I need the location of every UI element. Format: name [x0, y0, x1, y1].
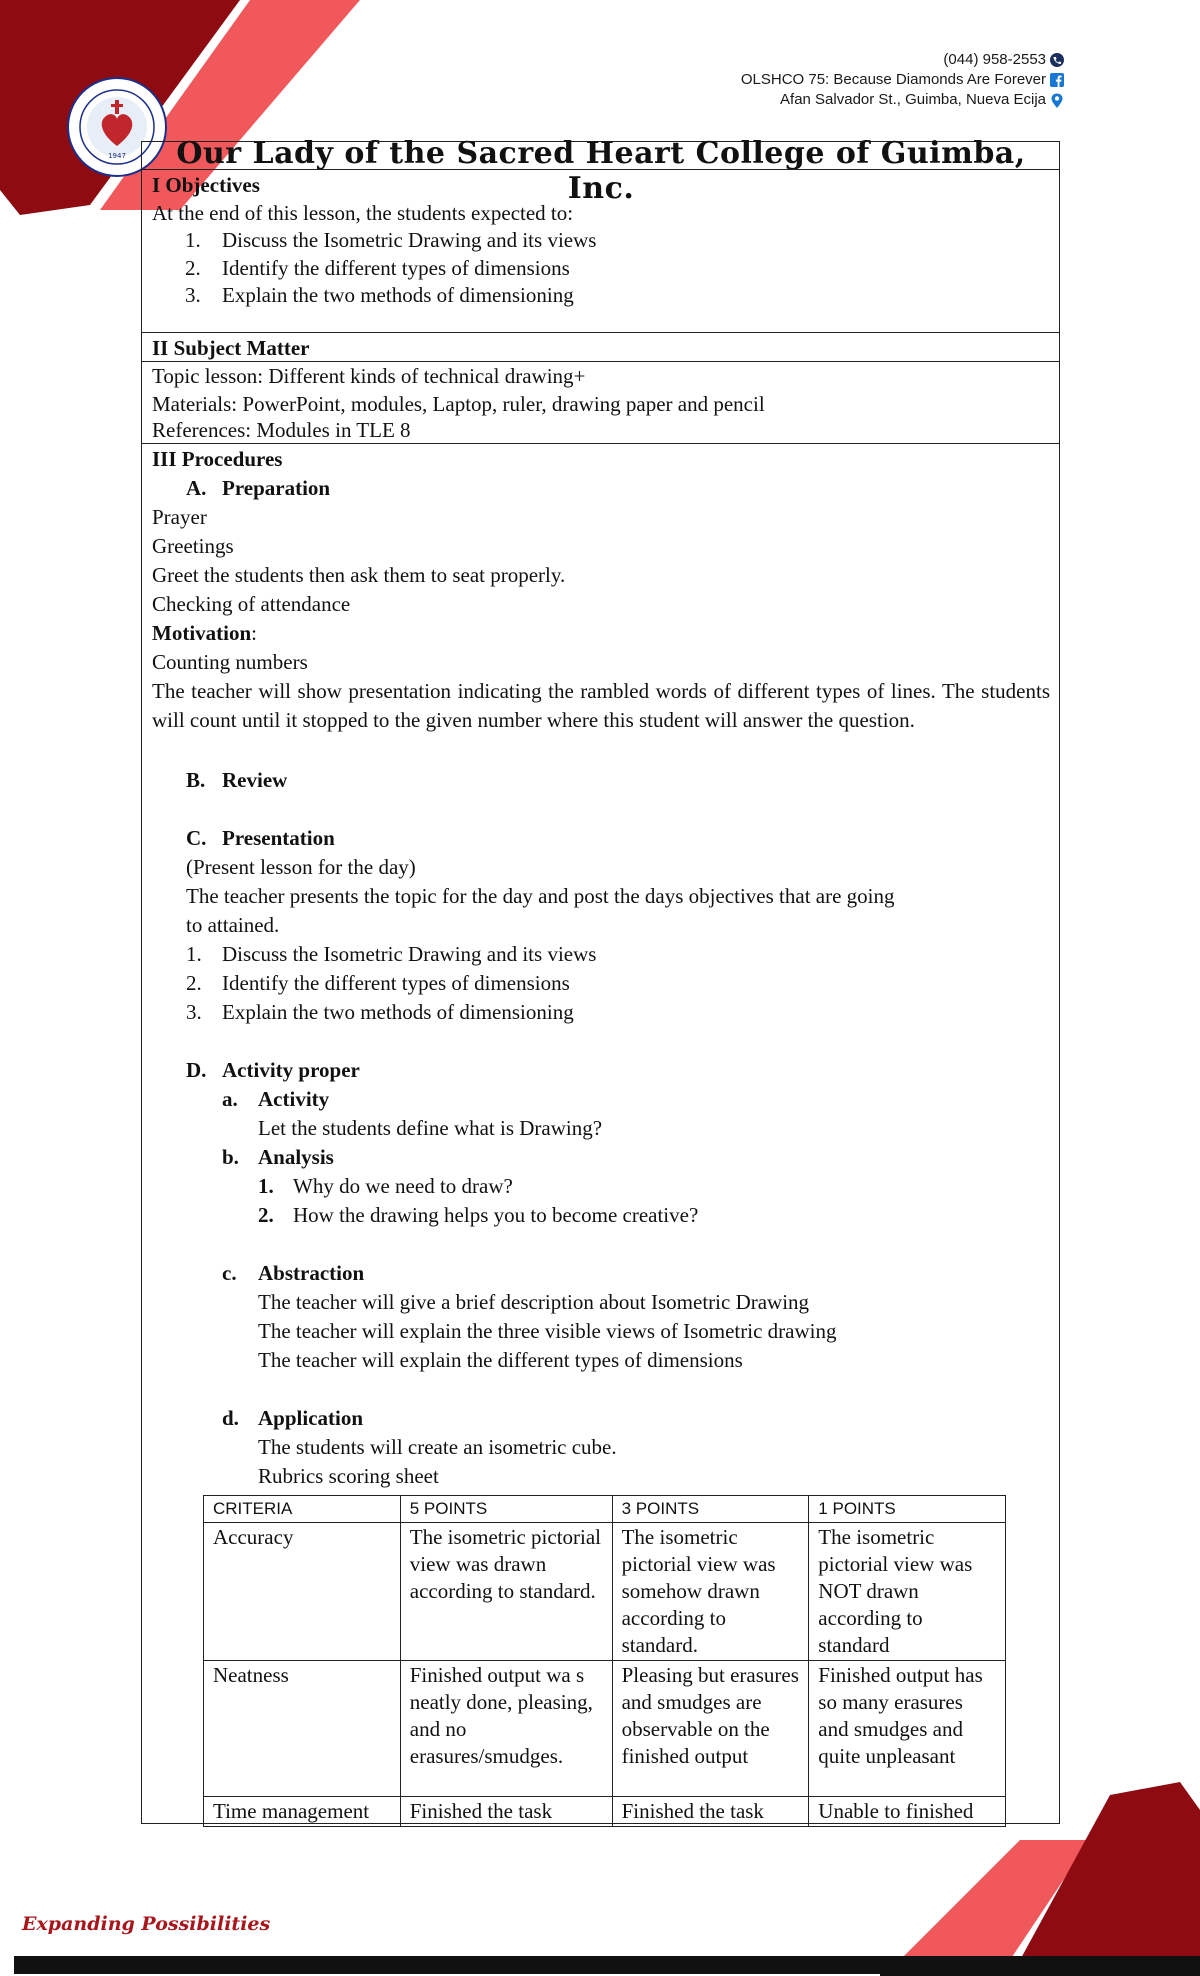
- review-letter: B.: [186, 768, 206, 792]
- objective-item-3-num: 3.: [185, 283, 201, 307]
- rubric-cell: Finished output has so many erasures and smudges and quite unpleasant: [809, 1661, 1006, 1797]
- rubric-cell: Time management: [204, 1797, 401, 1827]
- rubric-cell: Finished the task: [400, 1797, 612, 1827]
- phone-text: (044) 958-2553: [943, 51, 1046, 68]
- subject-matter-heading: II Subject Matter: [152, 336, 310, 360]
- rubric-cell: Neatness: [204, 1661, 401, 1797]
- presentation-sub: (Present lesson for the day): [186, 855, 416, 879]
- presentation-item-1: Discuss the Isometric Drawing and its views: [222, 942, 597, 966]
- activity-text: Let the students define what is Drawing?: [258, 1116, 603, 1140]
- activity-proper-heading: Activity proper: [222, 1058, 360, 1082]
- application-letter: d.: [222, 1406, 239, 1430]
- activity-letter: a.: [222, 1087, 238, 1111]
- rubric-header-row: [204, 1496, 1006, 1523]
- prep-greetings: Greetings: [152, 534, 234, 558]
- abstraction-letter: c.: [222, 1261, 237, 1285]
- facebook-icon: [1050, 73, 1064, 87]
- application-line-2: Rubrics scoring sheet: [258, 1464, 439, 1488]
- presentation-item-2: Identify the different types of dimensions: [222, 971, 570, 995]
- presentation-line-2: to attained.: [186, 913, 280, 937]
- rubric-row-time-management: [204, 1797, 1006, 1827]
- preparation-heading: Preparation: [222, 476, 331, 500]
- phone-icon: [1050, 53, 1064, 67]
- analysis-item-1: Why do we need to draw?: [293, 1174, 513, 1198]
- presentation-letter: C.: [186, 826, 207, 850]
- college-name-heading: Our Lady of the Sacred Heart College of Guimba, Inc.: [176, 136, 1026, 206]
- facebook-row: [741, 70, 1064, 90]
- motivation-paragraph: The teacher will show presentation indicating the rambled words of different types of lines. The students will count until it stopped to the given number where this student will answer the question.: [152, 679, 1050, 732]
- footer-bar: [14, 1956, 894, 1974]
- motivation-heading: [152, 619, 257, 648]
- objectives-intro: At the end of this lesson, the students expected to:: [152, 201, 574, 225]
- presentation-item-3-num: 3.: [186, 1000, 202, 1024]
- analysis-item-2: How the drawing helps you to become creative?: [293, 1203, 699, 1227]
- rubric-header-criteria: CRITERIA: [204, 1496, 401, 1523]
- abstraction-heading: Abstraction: [258, 1261, 365, 1285]
- abstraction-line-1: The teacher will give a brief description about Isometric Drawing: [258, 1290, 810, 1314]
- prep-greet-students: Greet the students then ask them to seat properly.: [152, 563, 566, 587]
- rubric-cell: Pleasing but erasures and smudges are observable on the finished output: [612, 1661, 809, 1797]
- objective-item-2-num: 2.: [185, 256, 201, 280]
- rubric-header-5: 5 POINTS: [400, 1496, 612, 1523]
- objective-item-1-num: 1.: [185, 228, 201, 252]
- motivation-label: Motivation: [152, 621, 252, 645]
- logo-year-text: 1947: [108, 152, 126, 160]
- review-heading: Review: [222, 768, 288, 792]
- objective-item-1: Discuss the Isometric Drawing and its views: [222, 228, 597, 252]
- activity-proper-letter: D.: [186, 1058, 207, 1082]
- preparation-letter: A.: [186, 476, 207, 500]
- motivation-counting: Counting numbers: [152, 650, 308, 674]
- motivation-colon: :: [251, 621, 257, 645]
- analysis-item-2-num: 2.: [258, 1203, 274, 1227]
- contact-info: [741, 50, 1064, 110]
- phone-row: [741, 50, 1064, 70]
- rubric-cell: Finished the task: [612, 1797, 809, 1827]
- materials: Materials: PowerPoint, modules, Laptop, ruler, drawing paper and pencil: [152, 392, 765, 416]
- rubric-cell: Unable to finished: [809, 1797, 1006, 1827]
- rubric-header-1: 1 POINTS: [809, 1496, 1006, 1523]
- activity-heading: Activity: [258, 1087, 330, 1111]
- facebook-text: OLSHCO 75: Because Diamonds Are Forever: [740, 71, 1046, 88]
- rubric-row-neatness: [204, 1661, 1006, 1797]
- rubric-header-3: 3 POINTS: [612, 1496, 809, 1523]
- presentation-item-2-num: 2.: [186, 971, 202, 995]
- application-line-1: The students will create an isometric cube.: [258, 1435, 617, 1459]
- footer-tagline: Expanding Possibilities: [22, 1913, 271, 1935]
- address-text: Afan Salvador St., Guimba, Nueva Ecija: [780, 91, 1046, 108]
- rubric-cell: The isometric pictorial view was somehow drawn according to standard.: [612, 1523, 809, 1661]
- rubric-cell: Finished output wa s neatly done, pleasing, and no erasures/smudges.: [400, 1661, 612, 1797]
- address-row: [741, 90, 1064, 110]
- abstraction-line-2: The teacher will explain the three visible views of Isometric drawing: [258, 1319, 837, 1343]
- analysis-heading: Analysis: [258, 1145, 334, 1169]
- rubric-table: [203, 1495, 1006, 1827]
- analysis-letter: b.: [222, 1145, 239, 1169]
- abstraction-line-3: The teacher will explain the different types of dimensions: [258, 1348, 743, 1372]
- objective-item-3: Explain the two methods of dimensioning: [222, 283, 574, 307]
- analysis-item-1-num: 1.: [258, 1174, 274, 1198]
- divider-after-title: [141, 169, 1060, 170]
- presentation-line-1: The teacher presents the topic for the day and post the days objectives that are going: [186, 884, 895, 908]
- divider-before-subject-matter: [141, 332, 1060, 333]
- rubric-cell: The isometric pictorial view was NOT drawn according to standard: [809, 1523, 1006, 1661]
- topic-lesson: Topic lesson: Different kinds of technical drawing+: [152, 364, 586, 388]
- location-pin-icon: [1050, 93, 1064, 107]
- rubric-cell: Accuracy: [204, 1523, 401, 1661]
- prep-prayer: Prayer: [152, 505, 207, 529]
- procedures-heading: III Procedures: [152, 447, 283, 471]
- prep-attendance: Checking of attendance: [152, 592, 351, 616]
- objective-item-2: Identify the different types of dimensions: [222, 256, 570, 280]
- presentation-item-3: Explain the two methods of dimensioning: [222, 1000, 574, 1024]
- objectives-heading: I Objectives: [152, 173, 260, 197]
- rubric-cell: The isometric pictorial view was drawn according to standard.: [400, 1523, 612, 1661]
- application-heading: Application: [258, 1406, 364, 1430]
- rubric-row-accuracy: [204, 1523, 1006, 1661]
- presentation-item-1-num: 1.: [186, 942, 202, 966]
- presentation-heading: Presentation: [222, 826, 335, 850]
- references: References: Modules in TLE 8: [152, 418, 411, 442]
